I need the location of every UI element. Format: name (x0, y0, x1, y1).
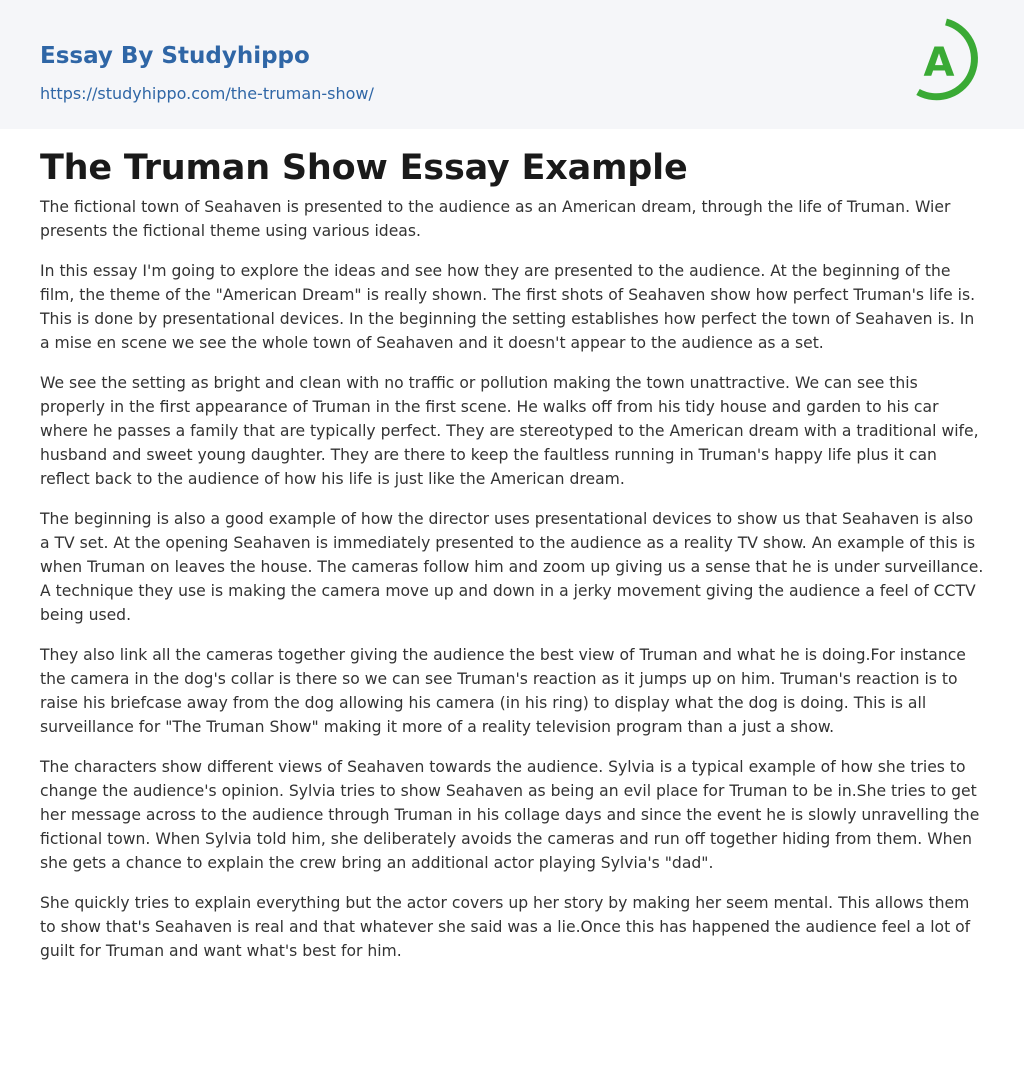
essay-paragraph: The fictional town of Seahaven is presented to the audience as an American dream, through the life of Truman. Wier presents the fictional theme using various ideas. (40, 198, 951, 240)
essay-content (0, 129, 1024, 963)
site-header (0, 0, 1024, 129)
logo-letter: A (923, 40, 955, 86)
essay-paragraph: She quickly tries to explain everything but the actor covers up her story by making her seem mental. This allows them to show that's Seahaven is real and that whatever she said was a lie.Once this has happened the audience feel a lot of guilt for Truman and want what's best for him. (40, 894, 971, 960)
brand-title[interactable]: Essay By Studyhippo (40, 43, 310, 69)
essay-paragraph: The characters show different views of Seahaven towards the audience. Sylvia is a typical example of how she tries to change the audience's opinion. Sylvia tries to show Seahaven as being an evil place for Truman to be in.She tries to get her message across to the audience through Truman in his collage days and since the event he is slowly unravelling the fictional town. When Sylvia told him, she deliberately avoids the cameras and run off together hiding from them. When she gets a chance to explain the crew bring an additional actor playing Sylvia's "dad". (40, 758, 980, 872)
essay-paragraph: The beginning is also a good example of how the director uses presentational devices to show us that Seahaven is also a TV set. At the opening Seahaven is immediately presented to the audience as a reality TV show. An example of this is when Truman on leaves the house. The cameras follow him and zoom up giving us a sense that he is under surveillance. A technique they use is making the camera move up and down in a jerky movement giving the audience a feel of CCTV being used. (40, 510, 984, 624)
essay-paragraph: We see the setting as bright and clean with no traffic or pollution making the town unattractive. We can see this properly in the first appearance of Truman in the first scene. He walks off from his tidy house and garden to his car where he passes a family that are typically perfect. They are stereotyped to the American dream with a traditional wife, husband and sweet young daughter. They are there to keep the faultless running in Truman's happy life plus it can reflect back to the audience of how his life is just like the American dream. (40, 374, 979, 488)
source-url-link[interactable]: https://studyhippo.com/the-truman-show/ (40, 84, 374, 103)
studyhippo-logo-icon[interactable] (910, 18, 988, 106)
essay-paragraph: In this essay I'm going to explore the ideas and see how they are presented to the audience. At the beginning of the film, the theme of the "American Dream" is really shown. The first shots of Seahaven show how perfect Truman's life is. This is done by presentational devices. In the beginning the setting establishes how perfect the town of Seahaven is. In a mise en scene we see the whole town of Seahaven and it doesn't appear to the audience as a set. (40, 262, 976, 352)
page-title: The Truman Show Essay Example (40, 148, 688, 188)
essay-paragraph: They also link all the cameras together giving the audience the best view of Truman and what he is doing.For instance the camera in the dog's collar is there so we can see Truman's reaction as it jumps up on him. Truman's reaction is to raise his briefcase away from the dog allowing his camera (in his ring) to display what the dog is doing. This is all surveillance for "The Truman Show" making it more of a reality television program than a just a show. (40, 646, 966, 736)
